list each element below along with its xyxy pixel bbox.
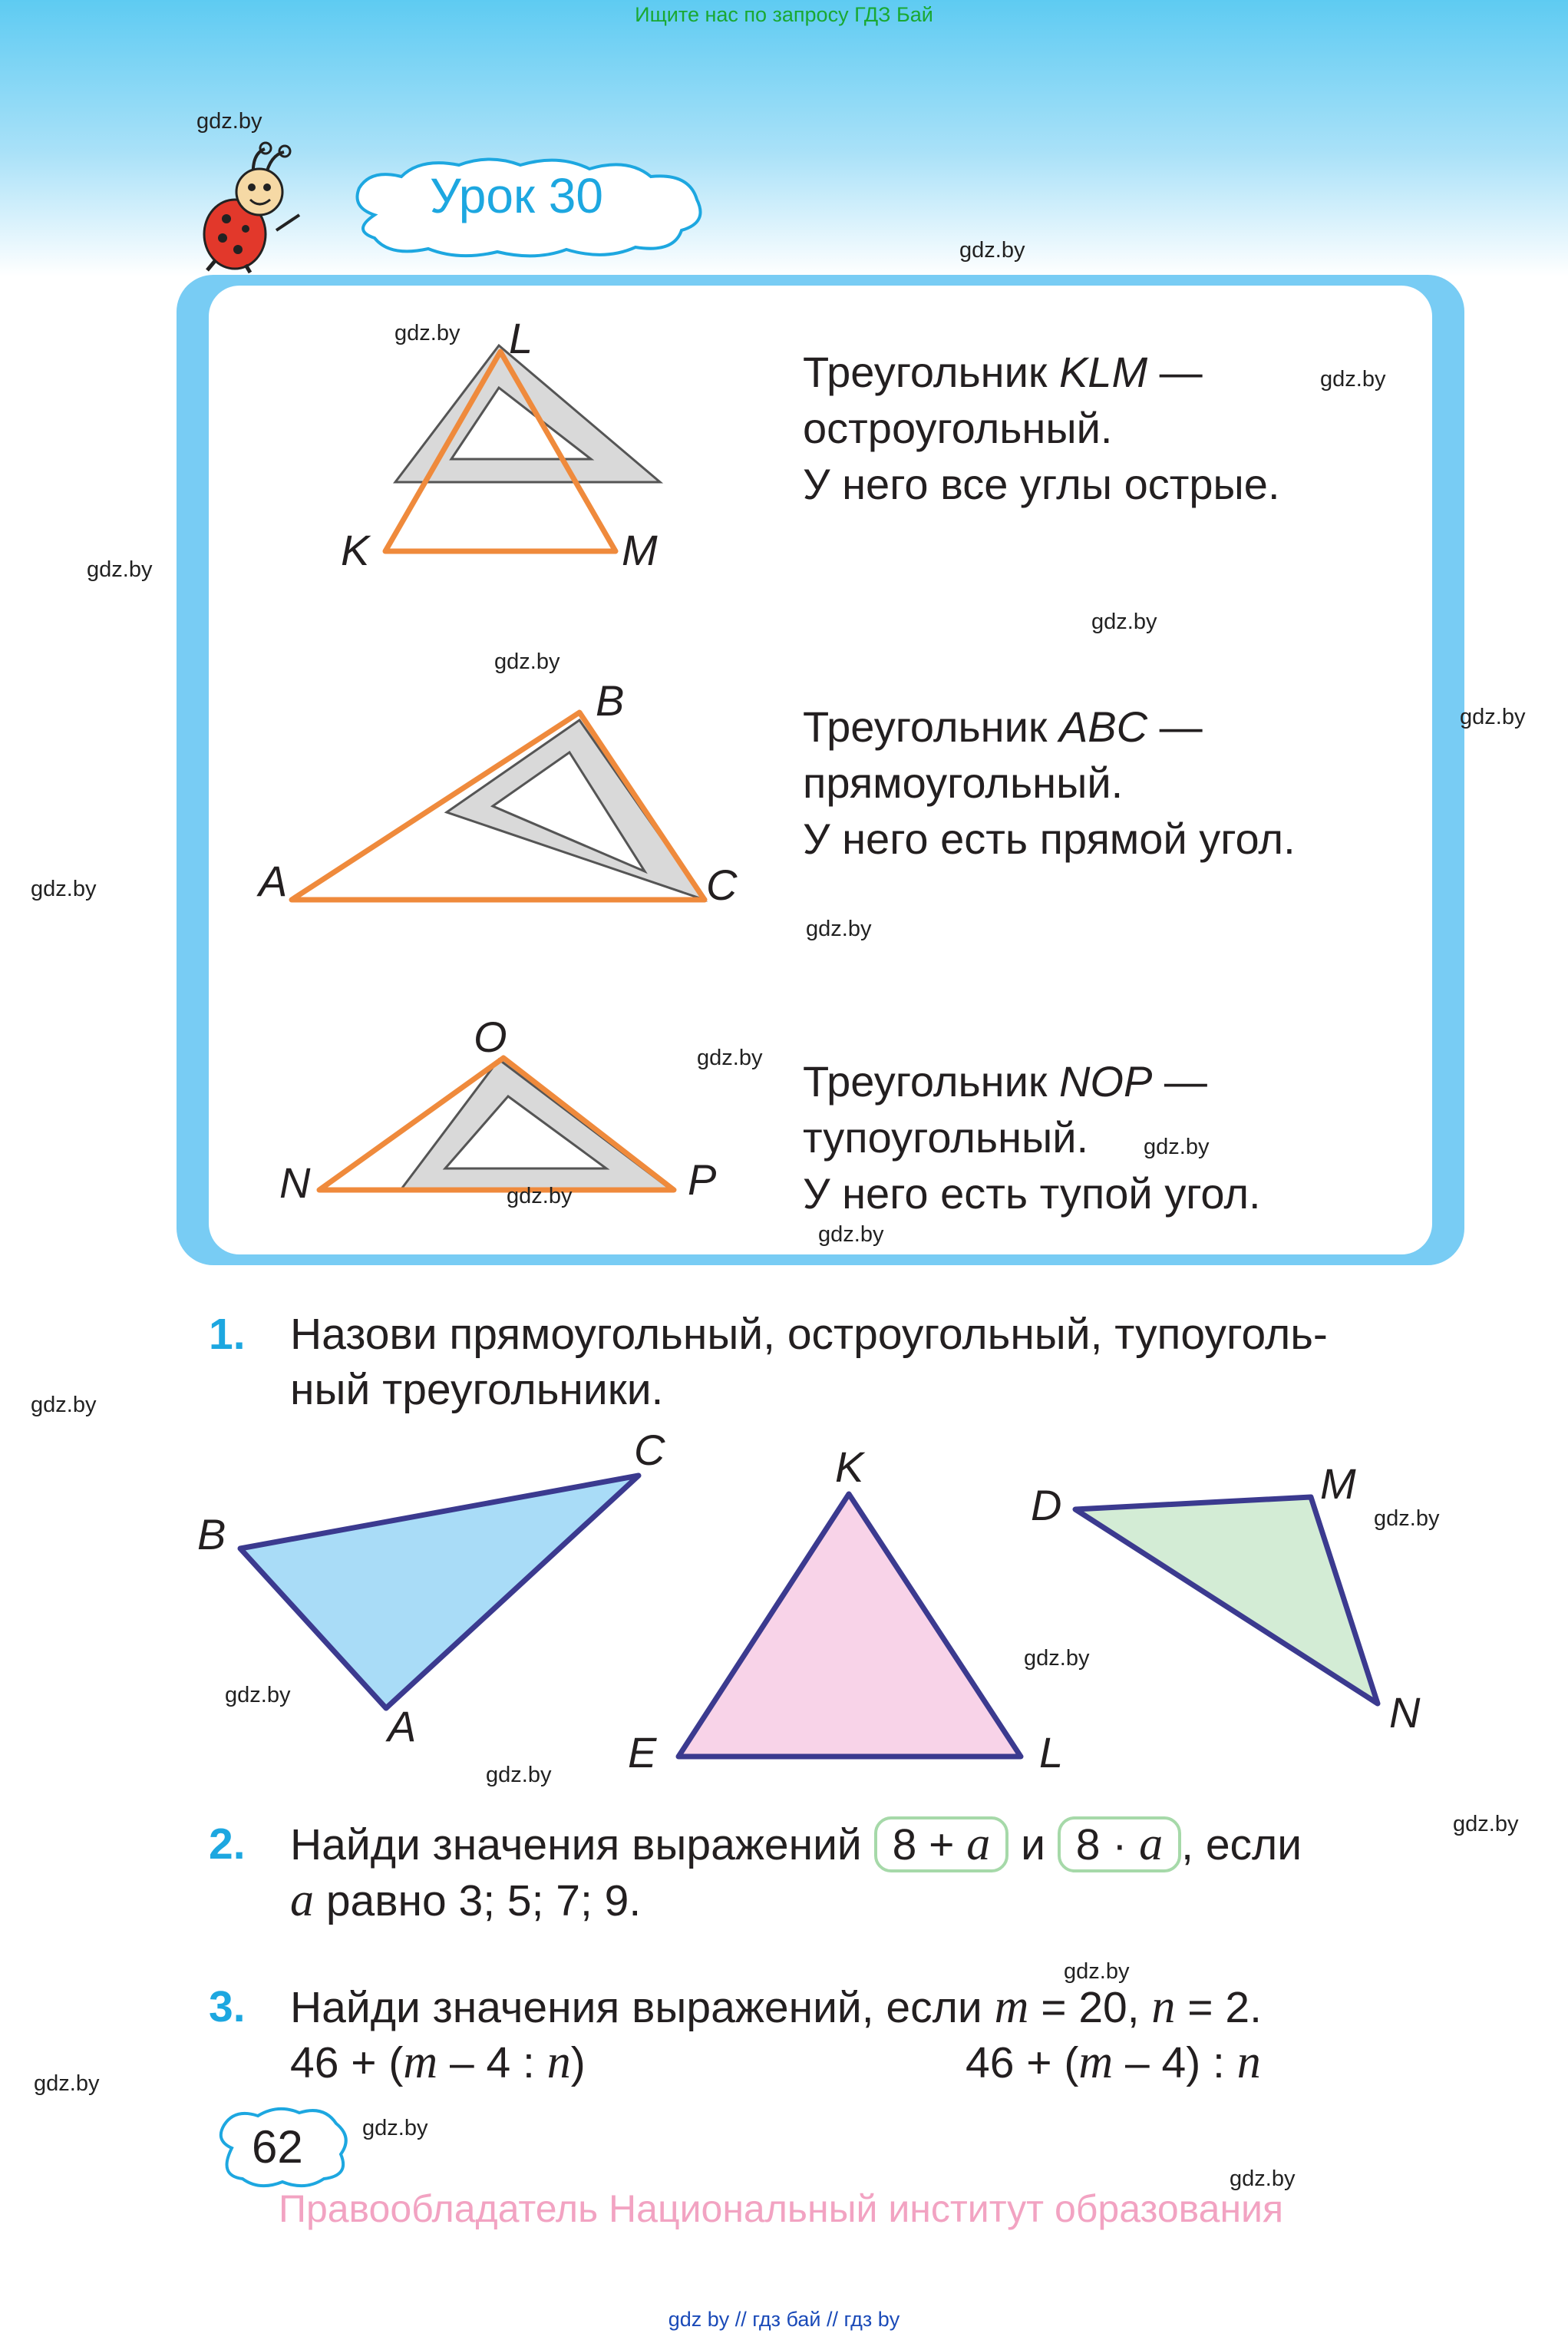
task-number: 3. — [209, 1982, 246, 2031]
watermark: gdz.by — [31, 1393, 97, 1417]
label-E: E — [628, 1728, 657, 1776]
watermark: gdz.by — [1320, 367, 1386, 392]
statement-klm — [803, 344, 1280, 512]
label-P: P — [688, 1155, 717, 1204]
watermark: gdz.by — [1091, 610, 1157, 634]
task-2 — [209, 1816, 246, 1872]
label-N: N — [1389, 1688, 1421, 1737]
task-3-text — [290, 1979, 1262, 2035]
task-1-text — [290, 1307, 1432, 1417]
label-A: A — [388, 1702, 417, 1750]
watermark: gdz.by — [486, 1763, 552, 1787]
ladybug-icon — [192, 138, 307, 276]
watermark: gdz.by — [818, 1222, 884, 1247]
triangle-name: ABC — [1058, 702, 1148, 751]
label-N: N — [279, 1158, 311, 1207]
statement-rule: У него есть тупой угол. — [803, 1169, 1261, 1218]
task-1-line-2: ный треугольники. — [290, 1365, 664, 1414]
task-number: 2. — [209, 1819, 246, 1869]
label-B: B — [197, 1510, 226, 1558]
task-3 — [209, 1979, 246, 2034]
variable-n: n — [546, 2036, 571, 2088]
statement-type: прямоугольный. — [803, 759, 1124, 807]
variable-n: n — [1236, 2036, 1261, 2088]
copyright-notice: Правообладатель Национальный институт образования — [279, 2187, 1284, 2230]
statement-type: остроугольный. — [803, 404, 1113, 452]
label-C: C — [634, 1426, 665, 1474]
label-M: M — [1320, 1459, 1356, 1508]
label-K: K — [835, 1443, 864, 1491]
dash: — — [1147, 702, 1203, 751]
watermark: gdz.by — [1230, 2166, 1296, 2191]
watermark: gdz.by — [362, 2116, 428, 2140]
top-note: Ищите нас по запросу ГДЗ Бай — [635, 3, 933, 26]
variable-m: m — [403, 2036, 438, 2088]
variable-a: a — [966, 1818, 991, 1870]
label-L: L — [509, 314, 533, 362]
watermark: gdz.by — [1064, 1959, 1130, 1984]
expr-part: ) — [570, 2038, 586, 2087]
triangle-abc-figure — [276, 699, 737, 914]
task-3-expression-right — [966, 2034, 1261, 2090]
watermark: gdz.by — [196, 109, 262, 134]
lesson-title: Урок 30 — [430, 168, 603, 223]
expr-part: 46 + ( — [290, 2038, 404, 2087]
task-number: 1. — [209, 1310, 246, 1359]
expression-8-plus-a — [874, 1816, 1009, 1872]
watermark: gdz.by — [394, 321, 460, 345]
task-2-text — [290, 1816, 1302, 1929]
watermark: gdz.by — [34, 2071, 100, 2096]
watermark: gdz.by — [697, 1046, 763, 1070]
variable-a: a — [290, 1874, 314, 1926]
watermark: gdz.by — [1374, 1506, 1440, 1531]
triangle-nop-figure — [307, 1044, 706, 1205]
variable-a: a — [1139, 1818, 1164, 1870]
conjunction: и — [1008, 1820, 1058, 1869]
task-3-text-start: Найди значения выражений, если — [290, 1983, 995, 2032]
statement-rule: У него все углы острые. — [803, 460, 1280, 508]
statement-text: Треугольник — [803, 1057, 1059, 1106]
task-2-text-start: Найди значения выражений — [290, 1820, 874, 1869]
task-2-text-end: , если — [1181, 1820, 1302, 1869]
label-M: M — [622, 526, 658, 574]
dash: — — [1152, 1057, 1207, 1106]
triangle-ekl-pink — [678, 1494, 1021, 1757]
watermark: gdz.by — [959, 238, 1025, 263]
statement-abc — [803, 699, 1296, 867]
watermark: gdz.by — [494, 649, 560, 674]
expr-part: – 4) : — [1113, 2038, 1237, 2087]
expr-part: – 4 : — [437, 2038, 547, 2087]
label-O: O — [474, 1013, 507, 1061]
label-K: K — [341, 526, 370, 574]
expression-8-times-a — [1058, 1816, 1181, 1872]
triangle-dmn-green — [1075, 1497, 1378, 1704]
triangle-name: KLM — [1058, 348, 1148, 396]
expr-part: 46 + ( — [966, 2038, 1079, 2087]
n-value: = 2. — [1175, 1983, 1262, 2032]
watermark: gdz.by — [806, 917, 872, 941]
expr-text: 8 + — [892, 1820, 967, 1869]
watermark: gdz.by — [507, 1184, 573, 1208]
label-B: B — [596, 676, 625, 725]
task-3-expression-left — [290, 2034, 586, 2090]
m-value: = 20, — [1028, 1983, 1152, 2032]
statement-rule: У него есть прямой угол. — [803, 815, 1296, 863]
statement-type: тупоугольный. — [803, 1113, 1089, 1162]
watermark: gdz.by — [1024, 1646, 1090, 1671]
statement-text: Треугольник — [803, 702, 1059, 751]
triangle-name: NOP — [1058, 1057, 1153, 1106]
expr-text: 8 · — [1075, 1820, 1140, 1869]
label-D: D — [1031, 1481, 1062, 1529]
variable-m: m — [994, 1981, 1029, 2033]
dash: — — [1147, 348, 1203, 396]
label-L: L — [1039, 1728, 1064, 1776]
task-1-line-1: Назови прямоугольный, остроугольный, тупоуголь- — [290, 1310, 1328, 1359]
variable-m: m — [1078, 2036, 1114, 2088]
watermark: gdz.by — [1144, 1135, 1210, 1159]
footer-links[interactable]: gdz by // гдз бай // гдз by — [668, 2308, 900, 2331]
label-A: A — [259, 857, 288, 905]
task-1 — [209, 1307, 246, 1362]
task-2-values: равно 3; 5; 7; 9. — [314, 1876, 642, 1925]
statement-text: Треугольник — [803, 348, 1059, 396]
watermark: gdz.by — [225, 1683, 291, 1707]
page-number: 62 — [252, 2121, 303, 2173]
watermark: gdz.by — [1453, 1812, 1519, 1836]
watermark: gdz.by — [31, 877, 97, 901]
triangle-abc-blue — [240, 1476, 639, 1708]
watermark: gdz.by — [1460, 705, 1526, 729]
label-C: C — [706, 861, 738, 909]
watermark: gdz.by — [87, 557, 153, 582]
variable-n: n — [1151, 1981, 1176, 2033]
